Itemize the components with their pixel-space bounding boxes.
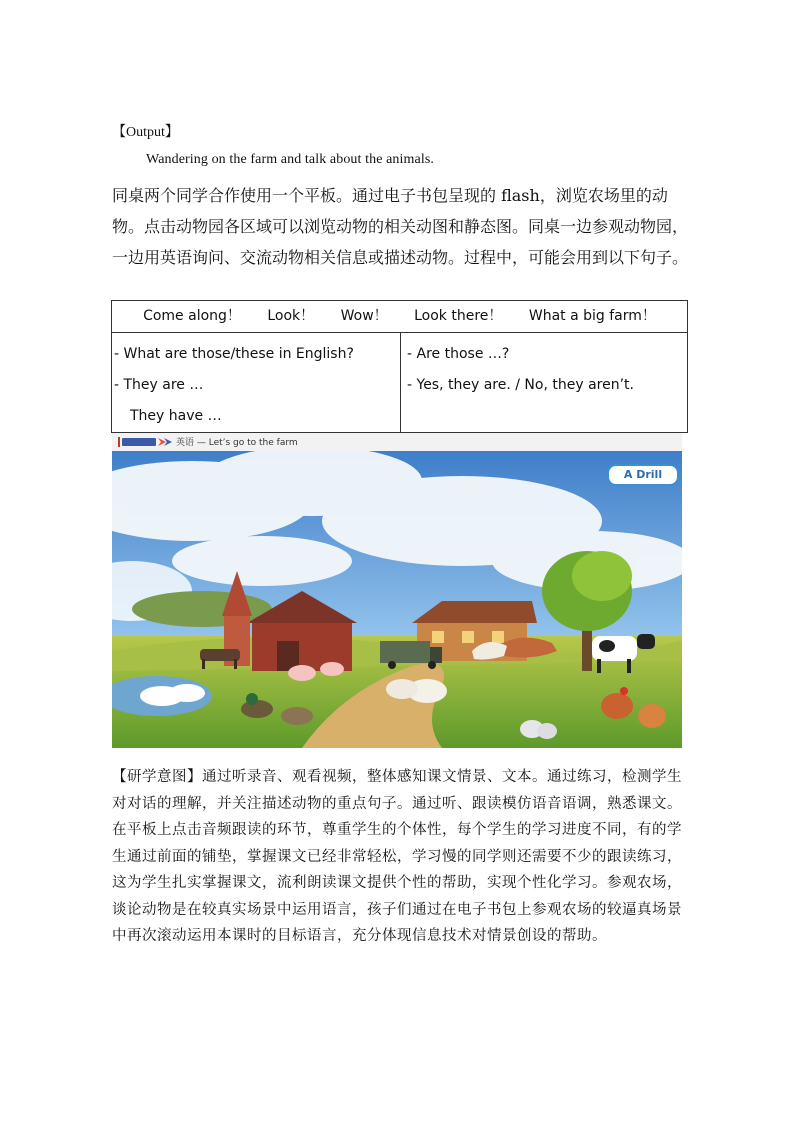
courseware-title: 英语 — Let’s go to the farm [176, 438, 298, 448]
phrase-come-along: Come along！ [143, 308, 241, 324]
intro-chinese: 同桌两个同学合作使用一个平板。通过电子书包呈现的 flash，浏览农场里的动物。点击动物园各区域可以浏览动物的相关动图和静态图。同桌一边参观动物园，一边用英语询问、交流动物相关信息或描述动物。过程中，可能会用到以下句子。 [112, 186, 689, 267]
farm-scene-illustration[interactable] [112, 451, 682, 748]
phrase-row-top [112, 301, 688, 333]
phrase-look-there: Look there！ [414, 308, 503, 324]
phrase-cell-right [401, 333, 688, 433]
phrase-wow: Wow！ [340, 308, 388, 324]
phrase-line: - What are those/these in English? [114, 346, 354, 362]
phrase-line: - Are those …? [407, 346, 510, 362]
research-intent-paragraph: 【研学意图】通过听录音、观看视频，整体感知课文情景、文本。通过练习，检测学生对对话的理解，并关注描述动物的重点句子。通过听、跟读模仿语音语调，熟悉课文。在平板上点击音频跟读的环节，尊重学生的个体性，每个学生的学习进度不同，有的学生通过前面的铺垫，掌握课文已经非常轻松，学习慢的同学则还需要不少的跟读练习，这为学生扎实掌握课文，流利朗读课文提供个性的帮助，实现个性化学习。参观农场，谈论动物是在较真实场景中运用语言，孩子们通过在电子书包上参观农场的较逼真场景中再次滚动运用本课时的目标语言，充分体现信息技术对情景创设的帮助。 [112, 769, 682, 944]
phrase-big-farm: What a big farm！ [528, 308, 656, 324]
courseware-banner [112, 433, 682, 451]
phrase-line: - They are … [114, 377, 204, 393]
phrase-line: - Yes, they are. / No, they aren’t. [407, 377, 634, 393]
drill-button[interactable]: A Drill [607, 464, 679, 486]
section-title: 【Output】 [112, 125, 179, 140]
publisher-logo-icon [118, 436, 172, 448]
phrase-cell-left [112, 333, 401, 433]
intro-english: Wandering on the farm and talk about the animals. [146, 152, 434, 167]
phrase-line: They have … [130, 408, 222, 424]
phrase-table [111, 300, 688, 433]
phrase-look: Look！ [267, 308, 315, 324]
